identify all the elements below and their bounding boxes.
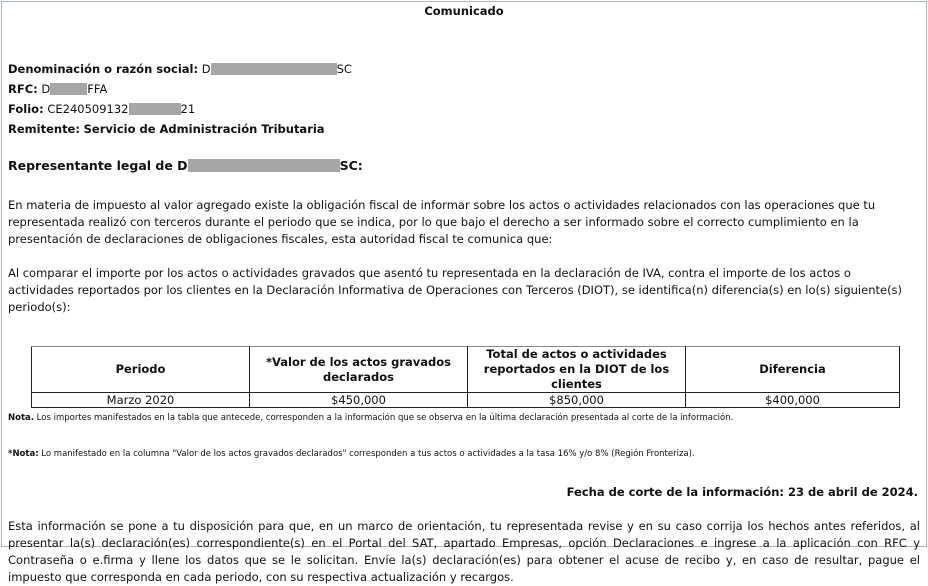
column-header-periodo: Periodo [32,347,250,393]
table-header-row [32,347,900,393]
redaction-bar [129,103,181,115]
paragraph-intro: En materia de impuesto al valor agregado existe la obligación fiscal de informar sobre los actos o actividades relacionados con las operaciones que tu representada realizó con terceros durante el periodo que se indica, por lo que bajo el derecho a ser informado sobre el correcto cumplimiento en la presentación de declaraciones de obligaciones fiscales, esta autoridad fiscal te comunica que: [8,198,876,246]
note-valor-actos-label: *Nota: [8,449,39,459]
folio-field [8,102,920,122]
paragraph-instructions: Esta información se pone a tu disposición para que, en un marco de orientación, tu representada revise y en su caso corrija los hechos antes referidos, al presentar la(s) declaración(es) correspondiente(s) en el Portal del SAT, apartado Empresas, opción Declaraciones e ingrese a la aplicación con RFC y Contraseña o e.firma y llene los datos que se le solicitan. Envíe la(s) declaración(es) para obtener el acuse de recibo y, en caso de resultar, pague el impuesto que corresponda en cada periodo, con su respectiva actualización y recargos. [8,519,920,584]
folio-label: Folio: [8,102,44,116]
redaction-bar [211,63,337,75]
differences-table [31,346,900,408]
cell-total-diot: $850,000 [468,393,686,408]
note-importes-label: Nota. [8,413,34,423]
column-header-valor-declarado: *Valor de los actos gravados declarados [250,347,468,393]
cell-diferencia: $400,000 [686,393,900,408]
header-fields [8,62,920,142]
denominacion-suffix: SC [336,62,352,76]
denominacion-label: Denominación o razón social: [8,62,199,76]
note-importes [8,413,920,423]
rfc-suffix: FFA [87,82,108,96]
denominacion-prefix: D [201,62,211,76]
denominacion-field [8,62,920,82]
remitente-label: Remitente: [8,122,80,136]
column-header-total-diot: Total de actos o actividades reportados en la DIOT de los clientes [468,347,686,393]
table-row [32,393,900,408]
rfc-label: RFC: [8,82,38,96]
paragraph-comparison: Al comparar el importe por los actos o actividades gravados que asentó tu representada en la declaración de IVA, contra el importe de los actos o actividades reportados por los clientes en la Declaración Informativa de Operaciones con Terceros (DIOT), se identifica(n) diferencia(s) en lo(s) siguiente(s) periodo(s): [8,266,903,314]
folio-prefix: CE240509132 [47,102,129,116]
note-valor-actos-text: Lo manifestado en la columna "Valor de los actos gravados declarados" corresponden a tus actos o actividades a la tasa 16% y/o 8% (Región Fronteriza). [38,449,695,459]
rfc-field [8,82,920,102]
document-title: Comunicado [424,4,504,18]
column-header-diferencia: Diferencia [686,347,900,393]
redaction-bar [188,159,340,172]
document-frame [1,1,927,584]
representante-heading [8,158,920,173]
remitente-field [8,122,920,142]
rfc-prefix: D [41,82,51,96]
cell-periodo: Marzo 2020 [32,393,250,408]
cell-valor-declarado: $450,000 [250,393,468,408]
representante-prefix: Representante legal de D [8,158,188,173]
folio-suffix: 21 [180,102,196,116]
note-importes-text: Los importes manifestados en la tabla que antecede, corresponden a la información que se observa en la última declaración presentada al corte de la información. [33,413,734,423]
fecha-corte: Fecha de corte de la información: 23 de abril de 2024. [566,485,918,499]
redaction-bar [50,83,87,95]
representante-suffix: SC: [339,158,363,173]
remitente-value: Servicio de Administración Tributaria [83,122,325,136]
note-valor-actos [8,449,920,459]
